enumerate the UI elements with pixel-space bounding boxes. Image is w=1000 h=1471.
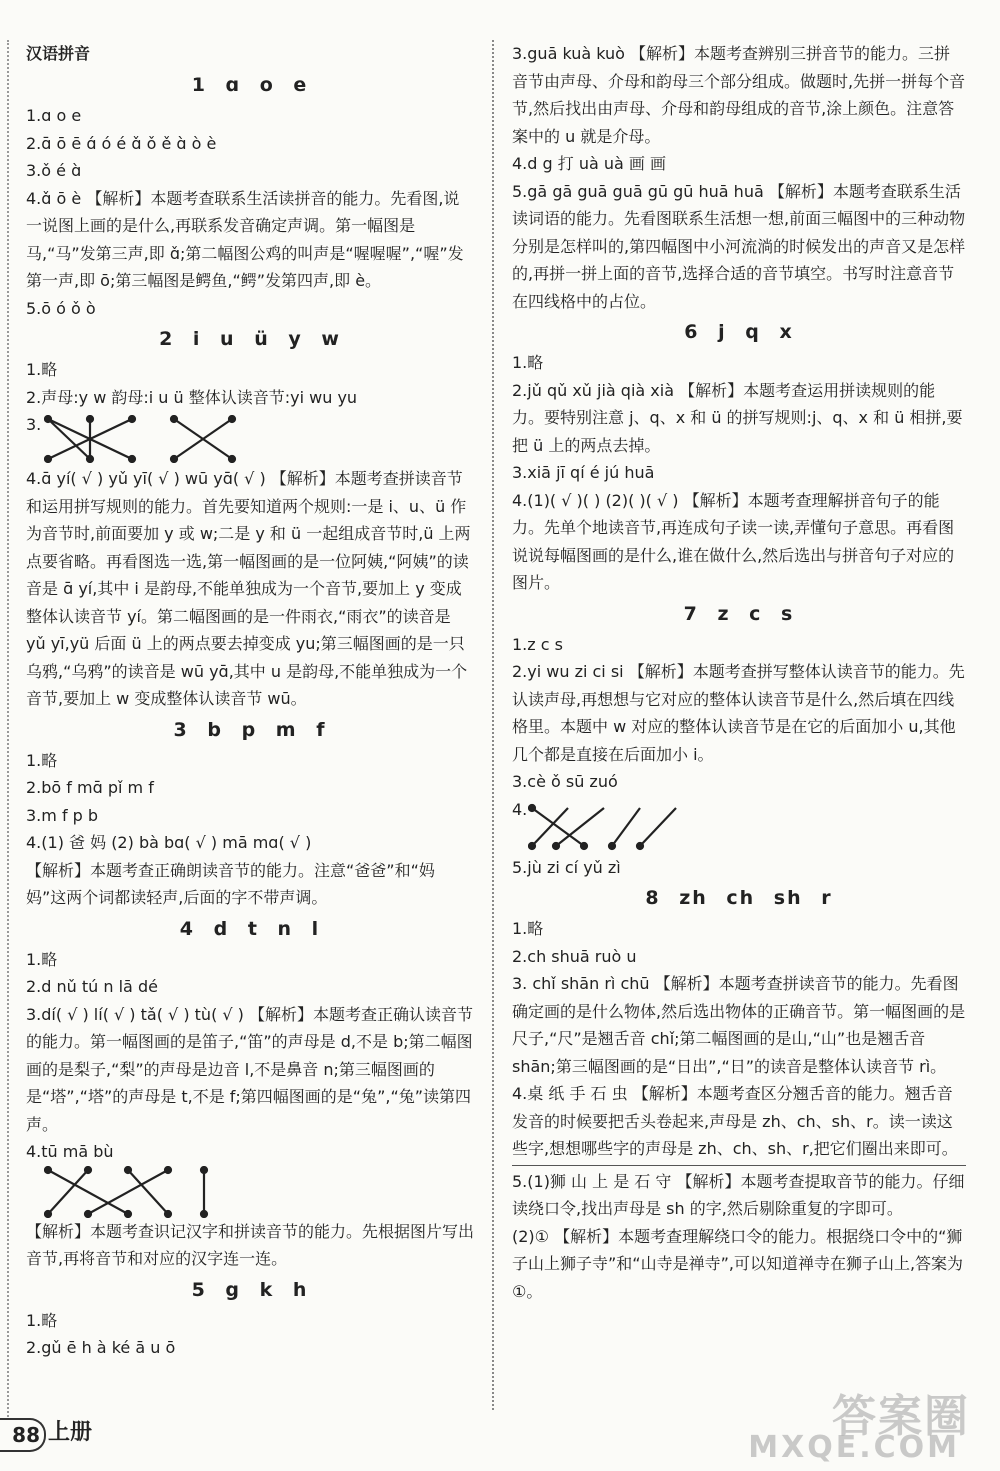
answer-line: 3.dí( √ ) lí( √ ) tǎ( √ ) tù( √ ) 【解析】本题考查正确认读音节的能力。第一幅图画的是笛子,“笛”的声母是 d,不是 b;第二幅图画的是梨子,“梨”的声母是边音 l,不是鼻音 n;第三幅图画的是“塔”,“塔”的声母是 t,不是 f;第四幅图画的是“兔”,“兔”读第四声。 [26, 1004, 474, 1134]
answer-line: 1.z c s [512, 634, 563, 654]
answer-line: 1.略 [512, 919, 544, 938]
column-divider [492, 40, 494, 1410]
answer-line: 5.jù zi cí yǔ zì [512, 857, 621, 877]
answer-line: 4.桌 纸 手 石 虫 【解析】本题考查区分翘舌音的能力。翘舌音发音的时候要把舌头卷起来,声母是 zh、ch、sh、r。读一读这些字,想想哪些字的声母是 zh、ch、sh、r,把它们圈出来即可。 [512, 1084, 958, 1158]
section-header: 汉语拼音 [26, 44, 91, 63]
matching-lines-diagram [528, 802, 688, 852]
answer-line: 4.(1) 爸 妈 (2) bà bɑ( √ ) mā mɑ( √ ) [26, 833, 312, 852]
answer-line: 2.ch shuā ruò u [512, 946, 637, 966]
answer-line: 3.m f p b [26, 805, 99, 825]
answer-line: 2.声母:y w 韵母:i u ü 整体认读音节:yi wu yu [26, 387, 358, 407]
right-column [512, 40, 966, 1305]
answer-line: 3.cè ǒ sū zuó [512, 772, 618, 791]
answer-line: 2.bō f mɑ̄ pǐ m f [26, 778, 154, 797]
margin-dots [7, 40, 9, 1420]
answer-line: 1.略 [26, 949, 58, 969]
answer-line: 1.略 [26, 1310, 58, 1330]
answer-line: 4.tū mā bù [26, 1142, 114, 1161]
answer-line: 4.(1)( √ )( ) (2)( )( √ ) 【解析】本题考查理解拼音句子的能力。先单个地读音节,再连成句子读一读,弄懂句子意思。再看图说说每幅图画的是什么,谁在做什么,然后选出与拼音句子对应的图片。 [512, 490, 955, 592]
lesson-title: 2 i u ü y w [159, 328, 341, 350]
lesson-title: 6 j q x [684, 321, 794, 343]
answer-line: 3. chǐ shān rì chū 【解析】本题考查拼读音节的能力。先看图确定画的是什么物体,然后选出物体的正确音节。第一幅图画的是尺子,“尺”是翘舌音 chǐ;第二幅图画的是山,“山”也是翘舌音 shān;第三幅图画的是“日出”,“日”的读音是整体认读音节 rì。 [512, 974, 966, 1076]
answer-line: 1.略 [26, 360, 58, 379]
answer-line: 【解析】本题考查识记汉字和拼读音节的能力。先根据图片写出音节,再将音节和对应的汉字连一连。 [26, 1221, 475, 1268]
page-number: 88 [0, 1418, 46, 1452]
answer-line: (2)① 【解析】本题考查理解绕口令的能力。根据绕口令中的“狮子山上狮子寺”和“山寺是禅寺”,可以知道禅寺在狮子山上,答案为①。 [512, 1226, 964, 1301]
watermark-url: MXQE.COM [748, 1430, 960, 1465]
answer-line: 2.yi wu zi ci si 【解析】本题考查拼写整体认读音节的能力。先认读声母,再想想与它对应的整体认读音节是什么,然后填在四线格里。本题中 w 对应的整体认读音节是在它的后面加小 u,其他几个都是直接在后面加小 i。 [512, 662, 965, 764]
answer-line: 5.ō ó ǒ ò [26, 298, 96, 318]
lesson-title: 3 b p m f [173, 718, 327, 741]
answer-line: 4.ɑ̌ ō è 【解析】本题考查联系生活读拼音的能力。先看图,说一说图上画的是什么,再联系发音确定声调。第一幅图是马,“马”发第三声,即 ɑ̌;第二幅图公鸡的叫声是“喔喔喔”,“喔”发第一声,即 ō;第三幅图是鳄鱼,“鳄”发第四声,即 è。 [26, 188, 464, 290]
answer-line: 2.gǔ ē h à ké ā u ō [26, 1338, 176, 1357]
answer-line: 1.ɑ o e [26, 106, 82, 125]
answer-line: 2.jǔ qǔ xǔ jià qià xià 【解析】本题考查运用拼读规则的能力。要特别注意 j、q、x 和 ü 的拼写规则:j、q、x 和 ü 相拼,要把 ü 上的两点去掉。 [512, 380, 963, 455]
answer-line: 1.略 [512, 353, 544, 372]
answer-line: 2.ɑ̄ ō ē ɑ́ ó é ɑ̌ ǒ ě ɑ̀ ò è [26, 133, 217, 153]
answer-line: 2.d nǔ tú n lā dé [26, 977, 158, 996]
answer-line: 4.ɑ̄ yí( √ ) yǔ yī( √ ) wū yɑ̄( √ ) 【解析】本题考查拼读音节和运用拼写规则的能力。首先要知道两个规则:一是 i、u、ü 作为音节时,前面要加 y 或 w;二是 y 和 ü 一起组成音节时,ü 上两点要省略。再看图选一选,第一幅图画的是一位阿姨,“阿姨”的读音是 ɑ̄ yí,其中 i 是韵母,不能单独成为一个音节,要加上 y 变成整体认读音节 yí。第二幅图画的是一件雨衣,“雨衣”的读音是 yǔ yī,yü 后面 ü 上的两点要去掉变成 yu;第三幅图画的是一只乌鸦,“乌鸦”的读音是 wū yɑ̄,其中 u 是韵母,不能单独成为一个音节,要加上 w 变成整体认读音节 wū。 [26, 469, 471, 708]
lesson-title: 4 d t n l [179, 917, 321, 940]
answer-line: 5.gā gā guā guā gū gū huā huā 【解析】本题考查联系生活读词语的能力。先看图联系生活想一想,前面三幅图中的三种动物分别是怎样叫的,第四幅图中小河流淌的时候发出的声音又是怎样的,再拼一拼上面的音节,选择合适的音节填空。书写时注意音节在四线格中的占位。 [512, 181, 966, 311]
lesson-title: 5 g k h [191, 1278, 309, 1301]
watermark-logo: 答案圈 [832, 1391, 970, 1442]
lesson-title: 8 zh ch sh r [645, 887, 833, 909]
answer-line: 3. [26, 415, 42, 434]
matching-lines-diagram [44, 1166, 214, 1218]
lesson-title: 7 z c s [683, 602, 795, 625]
answer-line: 3.guā kuà kuò 【解析】本题考查辨别三拼音节的能力。三拼音节由声母、介母和韵母三个部分组成。做题时,先拼一拼每个音节,然后找出由声母、介母和韵母组成的音节,涂上颜色。注意答案中的 u 就是介母。 [512, 44, 966, 146]
answer-line: 【解析】本题考查正确朗读音节的能力。注意“爸爸”和“妈妈”这两个词都读轻声,后面的字不带声调。 [26, 860, 435, 907]
answer-line: 3.ǒ é ɑ̀ [26, 161, 82, 180]
matching-lines-diagram [44, 415, 244, 463]
answer-line: 3.xiā jī qí é jú huā [512, 463, 655, 482]
answer-line: 4. [512, 799, 528, 819]
answer-line: 1.略 [26, 750, 58, 770]
answer-line: 5.(1)狮 山 上 是 石 守 【解析】本题考查提取音节的能力。仔细读绕口令,找出声母是 sh 的字,然后剔除重复的字即可。 [512, 1165, 966, 1223]
lesson-title: 1 ɑ o e [191, 74, 309, 96]
volume-label: 上册 [48, 1420, 93, 1445]
answer-line: 4.d g 打 uà uà 画 画 [512, 154, 666, 173]
left-column [26, 40, 474, 1362]
